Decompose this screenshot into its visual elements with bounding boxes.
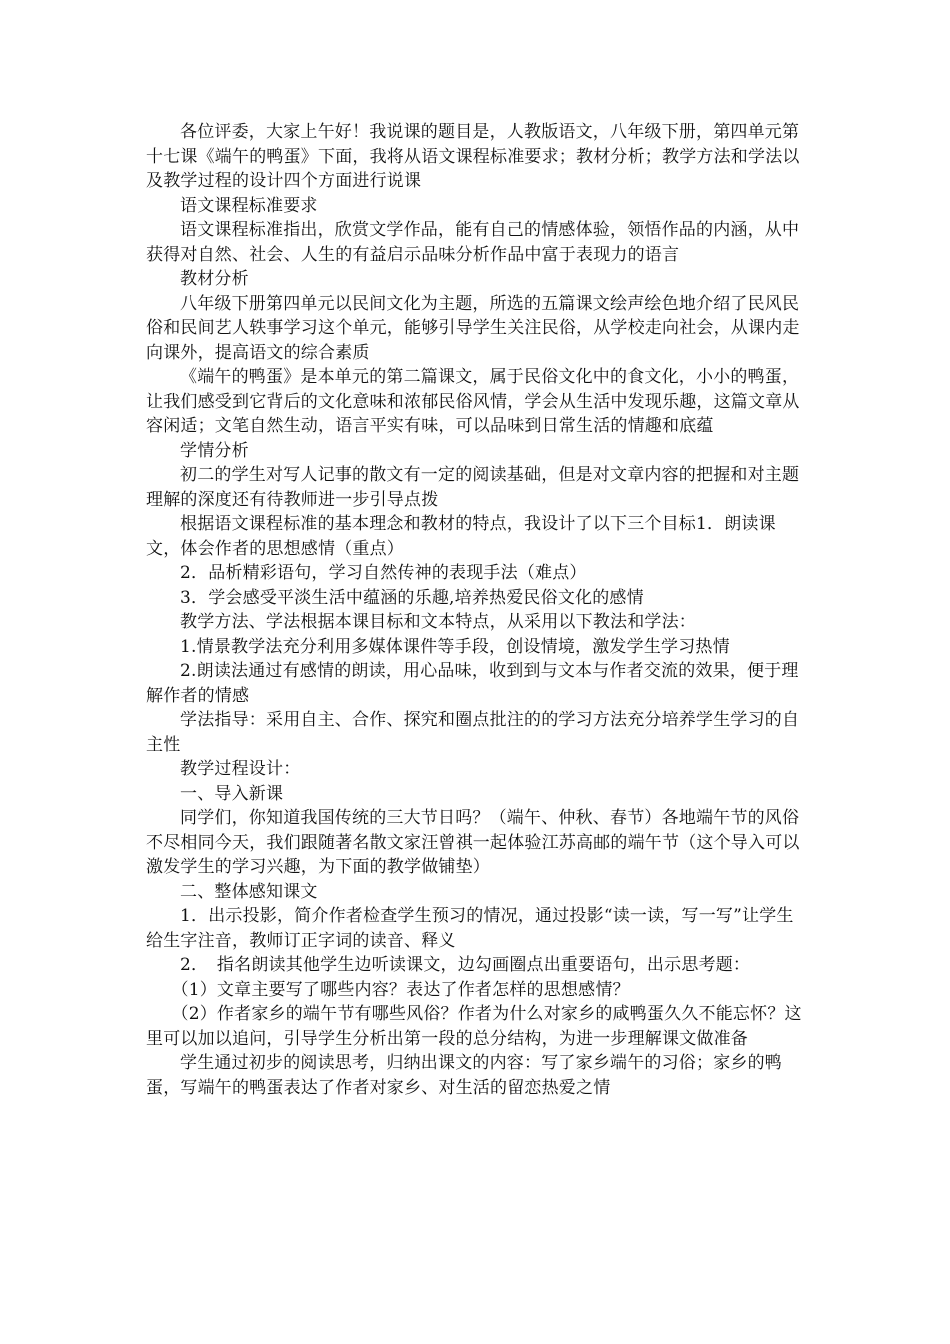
paragraph-study-guidance: 学法指导：采用自主、合作、探究和圈点批注的的学习方法充分培养学生学习的自主性	[146, 710, 800, 755]
paragraph-goals: 根据语文课程标准的基本理念和教材的特点，我设计了以下三个目标1．朗读课文，体会作者的思想感情（重点）	[146, 514, 776, 559]
paragraph-introduction: 同学们，你知道我国传统的三大节日吗？（端午、仲秋、春节）各地端午节的风俗不尽相同今天，我们跟随著名散文家汪曾祺一起体验江苏高邮的端午节（这个导入可以激发学生的学习兴趣，为下面的教学做铺垫）	[146, 808, 800, 877]
paragraph-method-2: 2.朗读法通过有感情的朗读，用心品味，收到到与文本与作者交流的效果，便于理解作者的情感	[146, 661, 799, 706]
paragraph-question-1: （1）文章主要写了哪些内容？表达了作者怎样的思想感情？	[171, 979, 630, 1000]
paragraph-methods: 教学方法、学法根据本课目标和文本特点，从采用以下教法和学法：	[180, 612, 696, 632]
heading-student-analysis: 学情分析	[180, 440, 249, 461]
paragraph-method-1: 1.情景教学法充分利用多媒体课件等手段，创设情境，激发学生学习热情	[180, 636, 730, 657]
heading-introduction: 一、导入新课	[180, 783, 284, 804]
paragraph-goal-3: 3．学会感受平淡生活中蕴涵的乐趣,培养热爱民俗文化的感情	[180, 587, 644, 608]
heading-teaching-process: 教学过程设计：	[180, 759, 301, 779]
paragraph-summary: 学生通过初步的阅读思考，归纳出课文的内容：写了家乡端午的习俗；家乡的鸭蛋，写端午的鸭蛋表达了作者对家乡、对生活的留恋热爱之情	[146, 1053, 782, 1098]
paragraph-unit-theme: 八年级下册第四单元以民间文化为主题，所选的五篇课文绘声绘色地介绍了民风民俗和民间艺人轶事学习这个单元，能够引导学生关注民俗，从学校走向社会，从课内走向课外，提高语文的综合素质	[146, 293, 800, 363]
paragraph-question-2: （2）作者家乡的端午节有哪些风俗？作者为什么对家乡的咸鸭蛋久久不能忘怀？这里可以加以追问，引导学生分析出第一段的总分结构，为进一步理解课文做准备	[146, 1004, 802, 1049]
paragraph-step-1: 1．出示投影，简介作者检查学生预习的情况，通过投影“读一读，写一写”让学生给生字注音，教师订正字词的读音、释义	[146, 906, 794, 951]
paragraph-curriculum-standard: 语文课程标准指出，欣赏文学作品，能有自己的情感体验，领悟作品的内涵，从中获得对自然、社会、人生的有益启示品味分析作品中富于表现力的语言	[146, 220, 800, 265]
heading-textbook-analysis: 教材分析	[180, 269, 249, 289]
document-body	[146, 120, 806, 1100]
paragraph-step-2: 2． 指名朗读其他学生边听读课文，边勾画圈点出重要语句，出示思考题：	[180, 955, 751, 975]
paragraph-intro: 各位评委，大家上午好！我说课的题目是，人教版语文，八年级下册，第四单元第十七课《端午的鸭蛋》下面，我将从语文课程标准要求；教材分析；教学方法和学法以及教学过程的设计四个方面进行说课	[146, 122, 800, 191]
paragraph-student-analysis: 初二的学生对写人记事的散文有一定的阅读基础，但是对文章内容的把握和对主题理解的深度还有待教师进一步引导点拨	[146, 465, 800, 510]
paragraph-lesson-position: 《端午的鸭蛋》是本单元的第二篇课文，属于民俗文化中的食文化，小小的鸭蛋，让我们感受到它背后的文化意味和浓郁民俗风情，学会从生活中发现乐趣，这篇文章从容闲适；文笔自然生动，语言平实有味，可以品味到日常生活的情趣和底蕴	[146, 367, 800, 436]
paragraph-goal-2: 2．品析精彩语句，学习自然传神的表现手法（难点）	[180, 563, 587, 583]
heading-curriculum-standard: 语文课程标准要求	[180, 195, 318, 216]
heading-overall-perception: 二、整体感知课文	[180, 881, 318, 902]
